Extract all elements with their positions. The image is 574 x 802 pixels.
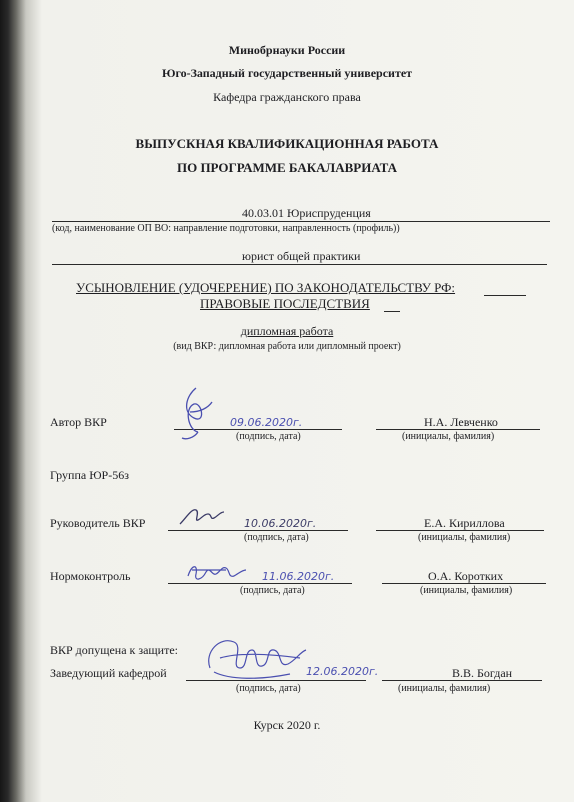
profile-underline bbox=[52, 264, 547, 265]
normcontrol-signature-caption: (подпись, дата) bbox=[240, 585, 305, 596]
admission-label: ВКР допущена к защите: bbox=[50, 643, 178, 657]
supervisor-signature bbox=[178, 500, 228, 530]
head-date: 12.06.2020г. bbox=[306, 665, 379, 678]
author-name-caption: (инициалы, фамилия) bbox=[402, 431, 495, 442]
head-signature-caption: (подпись, дата) bbox=[236, 683, 301, 694]
head-signature bbox=[200, 628, 310, 690]
program-code-name: 40.03.01 Юриспруденция bbox=[242, 206, 371, 220]
normcontrol-name-line bbox=[382, 583, 546, 584]
head-name-caption: (инициалы, фамилия) bbox=[398, 683, 491, 694]
author-date: 09.06.2020г. bbox=[230, 416, 303, 429]
topic-underline-tail bbox=[484, 295, 526, 296]
program-underline bbox=[52, 221, 550, 222]
work-title-line1: ВЫПУСКНАЯ КВАЛИФИКАЦИОННАЯ РАБОТА bbox=[135, 136, 439, 151]
department-name: Кафедра гражданского права bbox=[213, 90, 361, 104]
university-name: Юго-Западный государственный университет bbox=[161, 66, 413, 80]
ministry-name: Минобрнауки России bbox=[228, 43, 346, 57]
profile-name: юрист общей практики bbox=[242, 249, 361, 263]
normcontrol-name: О.А. Коротких bbox=[428, 569, 504, 583]
supervisor-name-line bbox=[376, 530, 544, 531]
work-type-caption: (вид ВКР: дипломная работа или дипломный проект) bbox=[173, 341, 401, 352]
normcontrol-signature bbox=[186, 556, 248, 586]
author-signature-caption: (подпись, дата) bbox=[236, 431, 301, 442]
supervisor-name-caption: (инициалы, фамилия) bbox=[418, 532, 511, 543]
head-name: В.В. Богдан bbox=[452, 666, 513, 680]
city-year: Курск 2020 г. bbox=[253, 718, 321, 732]
normcontrol-label: Нормоконтроль bbox=[50, 569, 131, 583]
author-name-line bbox=[376, 429, 540, 430]
program-caption: (код, наименование ОП ВО: направление подготовки, направленность (профиль)) bbox=[52, 223, 400, 234]
normcontrol-date: 11.06.2020г. bbox=[262, 570, 335, 583]
work-title-line2: ПО ПРОГРАММЕ БАКАЛАВРИАТА bbox=[176, 160, 398, 175]
supervisor-signature-line bbox=[168, 530, 348, 531]
thesis-topic-line2: ПРАВОВЫЕ ПОСЛЕДСТВИЯ bbox=[200, 296, 370, 311]
supervisor-date: 10.06.2020г. bbox=[244, 517, 317, 530]
normcontrol-name-caption: (инициалы, фамилия) bbox=[420, 585, 513, 596]
supervisor-signature-caption: (подпись, дата) bbox=[244, 532, 309, 543]
supervisor-name: Е.А. Кириллова bbox=[424, 516, 505, 530]
author-name: Н.А. Левченко bbox=[424, 415, 498, 429]
group-label: Группа ЮР-56з bbox=[50, 468, 129, 482]
author-label: Автор ВКР bbox=[50, 415, 107, 429]
author-signature bbox=[172, 382, 222, 444]
supervisor-label: Руководитель ВКР bbox=[50, 516, 146, 530]
thesis-topic-line1: УСЫНОВЛЕНИЕ (УДОЧЕРЕНИЕ) ПО ЗАКОНОДАТЕЛЬСТВУ РФ: bbox=[76, 280, 456, 295]
topic2-underline-tail bbox=[384, 311, 400, 312]
work-type: дипломная работа bbox=[240, 324, 334, 338]
head-of-department-label: Заведующий кафедрой bbox=[50, 666, 167, 680]
head-name-line bbox=[382, 680, 542, 681]
